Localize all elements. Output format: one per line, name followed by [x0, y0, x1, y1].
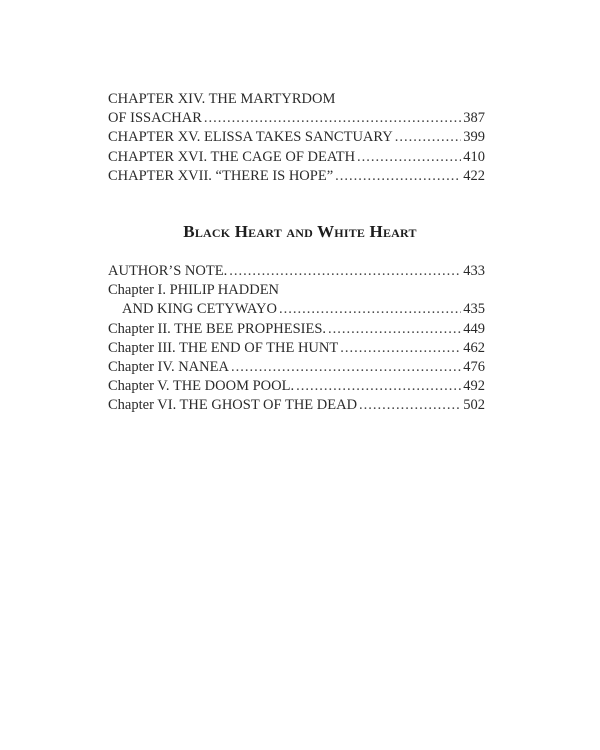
toc-entry-page: 410 [463, 148, 485, 165]
toc-entry[interactable] [108, 377, 485, 396]
dot-leader [279, 300, 461, 319]
dot-leader [231, 358, 461, 377]
toc-entry-title: CHAPTER XVI. THE CAGE OF DEATH [108, 148, 356, 165]
toc-entry-page: 433 [463, 263, 485, 279]
toc-entry-title: CHAPTER XVII. “THERE IS HOPE” [108, 167, 334, 184]
toc-entry-title: AUTHOR’S NOTE. [108, 263, 228, 279]
dot-leader [204, 109, 461, 128]
toc-section-2 [108, 262, 485, 416]
toc-entry[interactable] [108, 148, 485, 167]
dot-leader [395, 128, 462, 147]
toc-entry-page: 476 [463, 359, 485, 376]
section-heading: Black Heart and White Heart [183, 222, 417, 241]
dot-leader [296, 377, 461, 396]
toc-entry-page: 502 [463, 397, 485, 414]
toc-entry-title: OF ISSACHAR [108, 110, 202, 127]
toc-entry-page: 399 [463, 129, 485, 146]
toc-section-1 [108, 90, 485, 186]
toc-entry[interactable] [108, 90, 485, 128]
toc-entry[interactable] [108, 281, 485, 319]
toc-entry[interactable] [108, 262, 485, 281]
toc-entry-page: 422 [463, 167, 485, 184]
dot-leader [357, 148, 461, 167]
dot-leader [335, 167, 461, 186]
toc-entry[interactable] [108, 167, 485, 186]
toc-entry-title-line1: Chapter I. PHILIP HADDEN [108, 282, 280, 299]
dot-leader [359, 396, 461, 415]
toc-entry-page: 492 [463, 378, 485, 395]
toc-entry-page: 462 [463, 339, 485, 356]
toc-entry[interactable] [108, 396, 485, 415]
dot-leader [340, 339, 461, 358]
toc-entry[interactable] [108, 339, 485, 358]
toc-entry-title: Chapter VI. THE GHOST OF THE DEAD [108, 397, 358, 414]
dot-leader [229, 262, 461, 281]
toc-entry-page: 449 [463, 320, 485, 337]
toc-entry-title: AND KING CETYWAYO [122, 301, 277, 318]
toc-entry-title: CHAPTER XV. ELISSA TAKES SANCTUARY [108, 129, 393, 146]
toc-entry[interactable] [108, 128, 485, 147]
dot-leader [328, 320, 461, 339]
toc-entry-title: Chapter II. THE BEE PROPHESIES. [108, 320, 327, 337]
toc-entry[interactable] [108, 358, 485, 377]
toc-entry-title: Chapter V. THE DOOM POOL. [108, 378, 295, 395]
toc-entry-title-line1: CHAPTER XIV. THE MARTYRDOM [108, 91, 336, 107]
toc-entry[interactable] [108, 320, 485, 339]
toc-entry-title: Chapter IV. NANEA [108, 359, 229, 376]
toc-entry-page: 387 [463, 110, 485, 127]
toc-entry-title: Chapter III. THE END OF THE HUNT [108, 339, 339, 356]
toc-entry-page: 435 [463, 301, 485, 318]
